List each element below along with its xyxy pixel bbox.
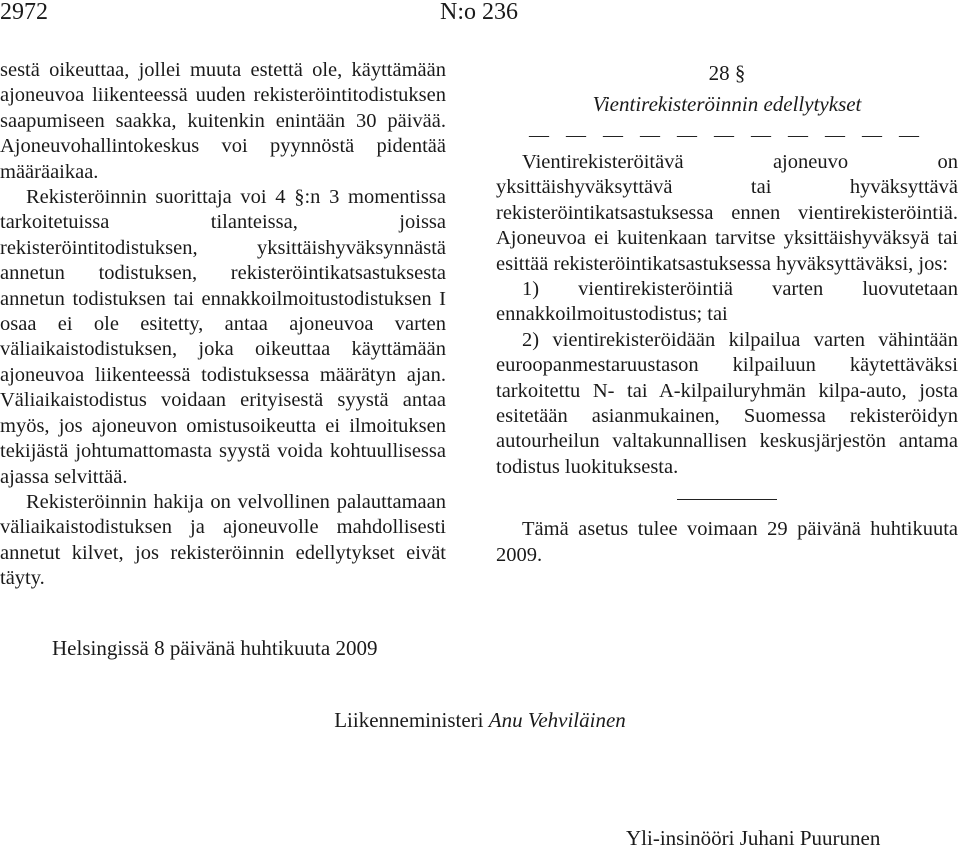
entry-into-force: Tämä asetus tulee voimaan 29 päivänä huhtikuuta 2009. [496,518,958,566]
section-number: 28 § [708,61,746,85]
minister-title: Liikenneministeri [334,708,484,732]
separator-rule [677,499,777,500]
paragraph-temporary-certificate: Rekisteröinnin suorittaja voi 4 §:n 3 momentissa tarkoitetuissa tilanteissa, joissa rekisteröintitodistuksen, yksittäishyväksynnästä annetun todistuksen, rekisteröintikatsastuksesta annetun todistuksen tai ennakkoilmoitustodistuksen I osaa ei ole esitetty, antaa ajoneuvoa varten väliaikaistodistuksen, joka oikeuttaa käyttämään ajoneuvoa liikenteessä todistuksessa määrätyn ajan. Väliaikaistodistus voidaan erityisestä syystä antaa myös, jos ajoneuvon omistusoikeutta ei ilmoituksen tekijästä johtumattomasta syystä voida kohtuullisessa ajassa selvittää. [0,186,446,488]
official-signature: Yli-insinööri Juhani Puurunen [626,826,881,850]
page-number: 2972 [0,0,48,25]
section-title: Vientirekisteröinnin edellytykset [592,92,862,116]
right-column [496,58,958,568]
issue-number: N:o 236 [440,0,518,25]
omission-dashes: — — — — — — — — — — — [529,124,925,146]
paragraph-continuation: sestä oikeuttaa, jollei muuta estettä ole, käyttämään ajoneuvoa liikenteessä uuden rekisteröintitodistuksen saapumiseen saakka, kuitenkin enintään 30 päivää. Ajoneuvohallintokeskus voi pyynnöstä pidentää määräaikaa. [0,59,446,183]
paragraph-return-obligation: Rekisteröinnin hakija on velvollinen palauttamaan väliaikaistodistuksen ja ajoneuvolle mahdollisesti annetut kilvet, jos rekisteröinnin edellytykset eivät täyty. [0,490,446,590]
list-item: 1) vientirekisteröintiä varten luovutetaan ennakkoilmoitustodistus; tai [496,278,958,326]
list-item: 2) vientirekisteröidään kilpailua varten vähintään euroopanmestaruustason kilpailuun käytettäväksi tarkoitettu N- tai A-kilpailuryhmän kilpa-auto, josta esitetään asianmukainen, Suomessa rekisteröidyn autourheilun valtakunnallisen keskusjärjestön antama todistus luokituksesta. [496,328,958,478]
section-intro: Vientirekisteröitävä ajoneuvo on yksittäishyväksyttävä tai hyväksyttävä rekisteröintikatsastuksessa ennen vientirekisteröintiä. Ajoneuvoa ei kuitenkaan tarvitse yksittäishyväksyä tai esittää rekisteröintikatsastuksessa hyväksyttäväksi, jos: [496,151,958,275]
minister-name: Anu Vehviläinen [488,708,626,732]
left-column [0,58,446,592]
minister-signature [0,706,960,734]
place-date: Helsingissä 8 päivänä huhtikuuta 2009 [52,636,378,660]
